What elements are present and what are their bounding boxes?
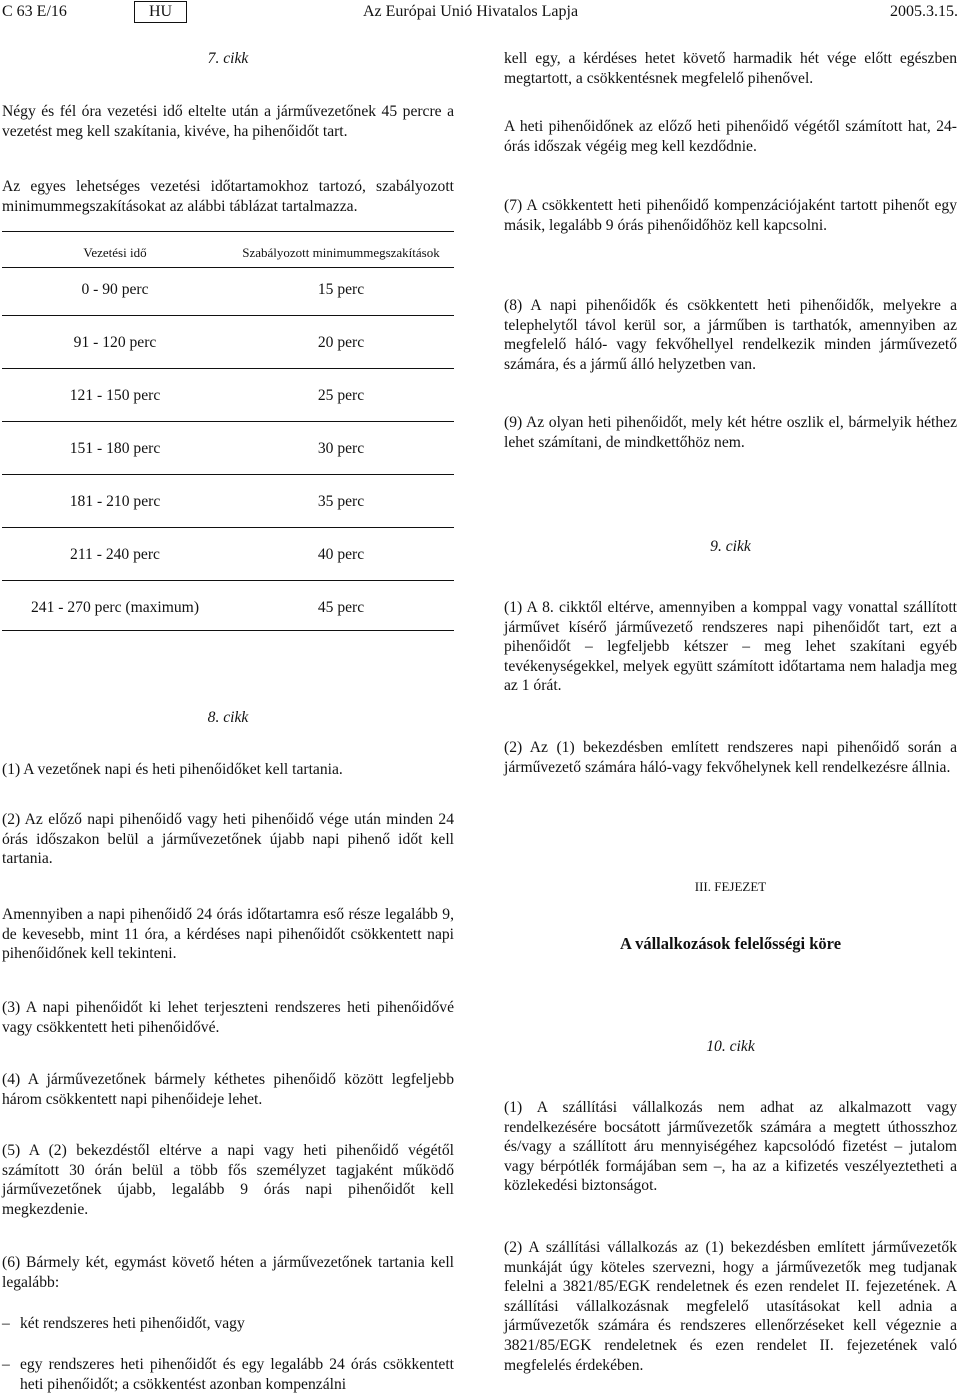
table-cell: 241 - 270 perc (maximum)	[30, 599, 200, 616]
article-8-para-1: (1) A vezetőnek napi és heti pihenőidőket kell tartania.	[2, 761, 343, 778]
table-row-rule	[2, 580, 454, 581]
article-9-para-1: (1) A 8. cikktől eltérve, amennyiben a komppal vagy vonattal szállított járművet kísérő járművezető rendszeres napi pihenőidőt tart, ezt a pihenőidőt – legfeljebb kétszer – meg lehet szakítani egyéb tevékenységekkel, melyek együtt számított időtartama nem haladja meg az 1 órát.	[504, 599, 957, 695]
article-8-weekly-rest: A heti pihenőidőnek az előző heti pihenőidő végétől számított hat, 24-órás időszak végéig meg kell kezdődnie.	[504, 118, 957, 155]
article-9-title: 9. cikk	[710, 538, 751, 555]
table-cell: 45 perc	[317, 599, 365, 616]
list-item-2: egy rendszeres heti pihenőidőt és egy legalább 24 órás csökkentett heti pihenőidőt; a csökkentést azonban kompenzálni	[20, 1356, 454, 1393]
oj-reference: C 63 E/16	[2, 3, 67, 20]
article-8-para-2b: Amennyiben a napi pihenőidő 24 órás időtartamra eső része legalább 9, de kevesebb, mint 11 óra, a kérdéses napi pihenőidőt csökkentett napi pihenőidőnek kell tekinteni.	[2, 906, 454, 963]
article-8-para-6: (6) Bármely két, egymást követő héten a járművezetőnek tartania kell legalább:	[2, 1254, 454, 1291]
article-8-para-8: (8) A napi pihenőidők és csökkentett heti pihenőidők, melyekre a telephelytől távol kerül sor, a járműben is tarthatók, amennyiben az megfelelő háló- vagy fekvőhellyel rendelkezik minden járművezető számára, és a jármű álló helyzetben van.	[504, 297, 957, 373]
table-cell: 181 - 210 perc	[69, 493, 161, 510]
journal-title: Az Európai Unió Hivatalos Lapja	[363, 3, 579, 20]
table-top-rule	[2, 231, 454, 232]
page-header	[0, 2, 960, 24]
table-row-rule	[2, 421, 454, 422]
table-cell: 121 - 150 perc	[69, 387, 161, 404]
table-cell: 211 - 240 perc	[70, 546, 160, 563]
list-dash: –	[2, 1356, 10, 1373]
article-10-title: 10. cikk	[706, 1038, 755, 1055]
article-8-para-5: (5) A (2) bekezdéstől eltérve a napi vagy heti pihenőidő végétől számított 30 órán belül a több fős személyzet tagjaként működő járművezetőnek újabb, legalább 9 órás napi pihenőidőt kell megkezdenie.	[2, 1142, 454, 1218]
article-10-para-2: (2) A szállítási vállalkozás az (1) bekezdésben említett járművezetők munkáját úgy köteles szervezni, hogy a járművezetők meg tudjanak felelni a 3821/85/EGK rendeletnek és ezen rendelet II. fejezetének. A szállítási vállalkozásnak megfelelő utasításokat kell adnia a járművezetők számára és rendszeres ellenőrzéseket kell végeznie a 3821/85/EGK rendeletnek és ezen rendelet II. fejezetének való megfelelés érdekében.	[504, 1239, 957, 1374]
table-header-rule	[2, 267, 454, 268]
table-row-rule	[2, 315, 454, 316]
chapter-title: A vállalkozások felelősségi köre	[619, 934, 842, 953]
list-item-1: két rendszeres heti pihenőidőt, vagy	[20, 1315, 245, 1332]
table-cell: 0 - 90 perc	[81, 281, 149, 298]
table-cell: 25 perc	[317, 387, 365, 404]
table-row-rule	[2, 368, 454, 369]
article-8-para-2: (2) Az előző napi pihenőidő vagy heti pihenőidő vége után minden 24 órás időszakon belül a járművezetőnek újabb napi pihenő időt kell tartania.	[2, 811, 454, 868]
publication-date: 2005.3.15.	[890, 3, 958, 20]
article-7-paragraph-1: Négy és fél óra vezetési idő eltelte után a járművezetőnek 45 percre a vezetést meg kell szakítania, kivéve, ha pihenőidőt tart.	[2, 103, 454, 140]
table-header-driving-time: Vezetési idő	[83, 245, 147, 260]
list-dash: –	[2, 1315, 10, 1332]
table-cell: 20 perc	[317, 334, 365, 351]
table-row-rule	[2, 474, 454, 475]
chapter-label: III. FEJEZET	[694, 879, 767, 894]
article-8-para-9: (9) Az olyan heti pihenőidőt, mely két hétre oszlik el, bármelyik héthez lehet számítani, de mindkettőhöz nem.	[504, 414, 957, 451]
article-7-title: 7. cikk	[207, 50, 249, 67]
article-8-para-4: (4) A járművezetőnek bármely kéthetes pihenőidő között legfeljebb három csökkentett napi pihenőideje lehet.	[2, 1071, 454, 1108]
table-cell: 35 perc	[317, 493, 365, 510]
table-cell: 40 perc	[317, 546, 365, 563]
article-8-para-3: (3) A napi pihenőidőt ki lehet terjeszteni rendszeres heti pihenőidővé vagy csökkentett heti pihenőidővé.	[2, 999, 454, 1036]
table-header-min-break: Szabályozott minimummegszakítások	[242, 245, 440, 260]
table-cell: 30 perc	[317, 440, 365, 457]
table-bottom-rule	[2, 630, 454, 631]
table-cell: 91 - 120 perc	[73, 334, 157, 351]
article-8-continuation: kell egy, a kérdéses hetet követő harmadik hét vége előtt egészben megtartott, a csökkentésnek megfelelő pihenővel.	[504, 50, 957, 87]
article-7-paragraph-2: Az egyes lehetséges vezetési időtartamokhoz tartozó, szabályozott minimummegszakításokat az alábbi táblázat tartalmazza.	[2, 178, 454, 215]
table-cell: 151 - 180 perc	[69, 440, 161, 457]
table-row-rule	[2, 527, 454, 528]
article-10-para-1: (1) A szállítási vállalkozás nem adhat az alkalmazott vagy rendelkezésére bocsátott járművezetők számára a megtett úthosszhoz és/vagy a szállított áru mennyiségéhez kapcsolódó fizetést – jutalom vagy bérpótlék formájában sem –, ha az a kifizetés veszélyeztetheti a közlekedési biztonságot.	[504, 1099, 957, 1195]
article-9-para-2: (2) Az (1) bekezdésben említett rendszeres napi pihenőidő során a járművezető számára háló-vagy fekvőhelynek kell rendelkezésre állnia.	[504, 739, 957, 776]
language-badge: HU	[134, 1, 187, 23]
table-cell: 15 perc	[317, 281, 365, 298]
article-8-para-7: (7) A csökkentett heti pihenőidő kompenzációjaként tartott pihenőt egy másik, legalább 9 órás pihenőidőhöz kell kapcsolni.	[504, 197, 957, 234]
article-8-title: 8. cikk	[207, 709, 249, 726]
